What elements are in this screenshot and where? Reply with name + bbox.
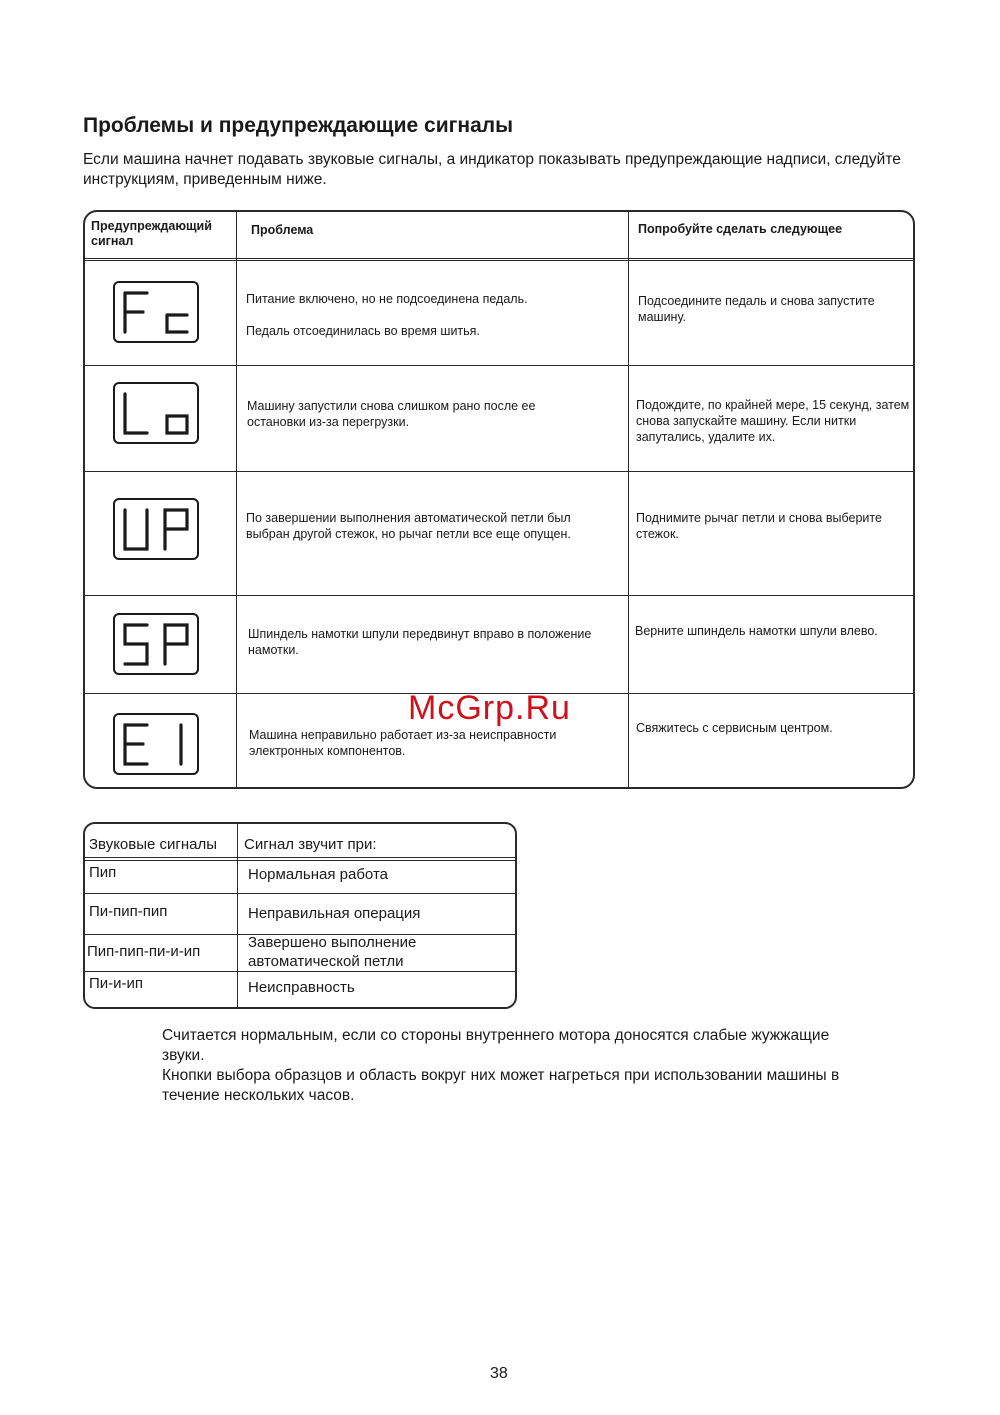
problem-cell-e1 xyxy=(249,727,579,759)
action-cell-up: Поднимите рычаг петли и снова выберите стежок. xyxy=(636,511,882,541)
header-action: Попробуйте сделать следующее xyxy=(638,222,843,236)
notes-block xyxy=(162,1026,862,1106)
sound-signal-cell: Пи-и-ип xyxy=(89,975,144,992)
row-divider xyxy=(85,971,515,972)
display-fc-icon xyxy=(113,281,199,343)
sound-meaning-cell: Неправильная операция xyxy=(248,905,421,922)
action-cell-sp: Верните шпиндель намотки шпули влево. xyxy=(635,624,878,638)
page-number: 38 xyxy=(490,1365,508,1382)
row-divider xyxy=(85,893,515,894)
sound-header-signal: Звуковые сигналы xyxy=(89,836,218,853)
sound-signals-table xyxy=(83,822,517,1009)
warning-row-up xyxy=(85,471,913,596)
header-signal: Предупреждающий сигнал xyxy=(91,219,212,248)
row-divider xyxy=(85,860,515,861)
note-text: Кнопки выбора образцов и область вокруг них может нагреться при использовании машины в течение нескольких часов. xyxy=(162,1067,840,1104)
problem-cell-lo xyxy=(247,398,597,430)
note-text: Считается нормальным, если со стороны внутреннего мотора доносятся слабые жужжащие звуки. xyxy=(162,1027,830,1064)
watermark: McGrp.Ru xyxy=(408,689,571,727)
problem-text: Машина неправильно работает из-за неисправности электронных компонентов. xyxy=(249,728,557,758)
problem-text: Машину запустили снова слишком рано после ее остановки из-за перегрузки. xyxy=(247,399,536,429)
problem-cell-fc xyxy=(246,291,616,339)
sound-header-meaning: Сигнал звучит при: xyxy=(244,836,377,853)
sound-signal-cell: Пип-пип-пи-и-ип xyxy=(87,943,201,960)
problem-cell-sp xyxy=(248,626,598,658)
warning-table-header xyxy=(85,212,913,258)
row-divider xyxy=(85,857,515,858)
sound-meaning-cell: Неисправность xyxy=(248,979,355,996)
warning-row-lo xyxy=(85,365,913,472)
header-problem: Проблема xyxy=(251,223,314,237)
intro-text: Если машина начнет подавать звуковые сигналы, а индикатор показывать предупреждающие надписи, следуйте инструкциям, приведенным ниже. xyxy=(83,151,901,188)
display-e1-icon xyxy=(113,713,199,775)
column-divider xyxy=(236,212,237,787)
problem-cell-up xyxy=(246,510,596,542)
action-cell-fc: Подсоедините педаль и снова запустите машину. xyxy=(638,294,875,324)
sound-signal-cell: Пи-пип-пип xyxy=(89,903,168,920)
problem-text: По завершении выполнения автоматической петли был выбран другой стежок, но рычаг петли все еще опущен. xyxy=(246,511,571,541)
problem-text: Педаль отсоединилась во время шитья. xyxy=(246,324,480,338)
warning-row-fc xyxy=(85,258,913,368)
action-cell-e1: Свяжитесь с сервисным центром. xyxy=(636,721,833,735)
sound-signal-cell: Пип xyxy=(89,864,117,881)
problem-text: Питание включено, но не подсоединена педаль. xyxy=(246,292,528,306)
display-up-icon xyxy=(113,498,199,560)
warning-row-sp xyxy=(85,595,913,694)
column-divider xyxy=(237,824,238,1007)
page-title: Проблемы и предупреждающие сигналы xyxy=(83,114,514,137)
problem-text: Шпиндель намотки шпули передвинут вправо в положение намотки. xyxy=(248,627,592,657)
sound-meaning-cell: Нормальная работа xyxy=(248,866,388,883)
sound-meaning-cell: Завершено выполнение автоматической петли xyxy=(248,934,417,970)
display-lo-icon xyxy=(113,382,199,444)
action-cell-lo: Подождите, по крайней мере, 15 секунд, затем снова запускайте машину. Если нитки запутались, удалите их. xyxy=(636,398,910,444)
display-sp-icon xyxy=(113,613,199,675)
column-divider xyxy=(628,212,629,787)
